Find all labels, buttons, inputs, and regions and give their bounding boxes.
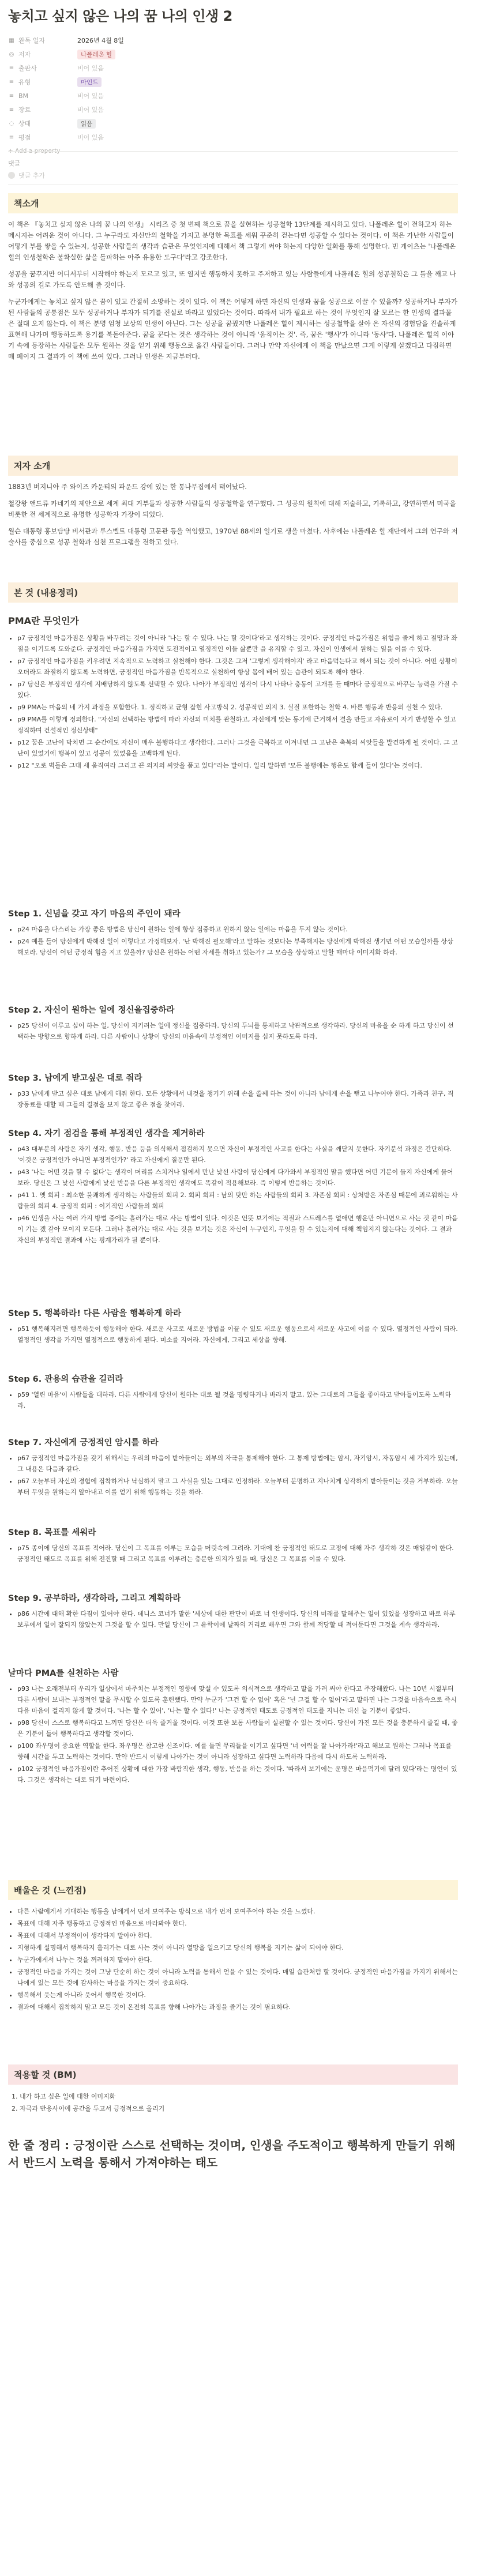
list-icon: ≡ [9, 92, 14, 99]
list-item: • p86 시간에 대해 확한 다짐이 있어야 한다. 데니스 코너가 말한 '세상에 대한 판단이 바로 너 인생이다. 당신의 미래를 말해주는 일이 있었을 성장하고 바로 하루 보루에서 일이 잘되지 않았는지 그것을 할 수 있다. 만일 당신이 그 유학이에 날짜의 거리로 배우면 그와 함께 적당할 때 적어둔다면 그것을 계속 생각하라. [17, 1608, 458, 1630]
step-block [8, 1071, 458, 1111]
step-block [8, 1372, 458, 1412]
author-paragraph: 월슨 대통령 홍보담당 비서관과 루스벨트 대통령 고문관 등을 역임했고, 1970년 88세의 일기로 생을 마쳤다. 사후에는 나폴레온 힐 재단에서 그의 연구와 저술사를 중심으로 성공 철학과 실천 프로그램을 전하고 있다. [8, 527, 458, 546]
list-item: • p102 긍정적인 마음가짐이란 추어진 상황에 대한 가장 바람직한 생각, 행동, 반응을 하는 것이다. '따라서 보기에는 운명은 마음먹기에 달려 있다'라는 명언이 있다. 그것은 생각하는 대로 되기 마련이다. [17, 1763, 458, 1785]
step-list [8, 1323, 458, 1345]
practice-list [8, 1683, 458, 1785]
step-title: Step 5. 행복하라! 다른 사람을 행복하게 하라 [8, 1309, 182, 1318]
author-paragraph: 1883년 버지니아 주 와이즈 카운티의 파운드 강에 있는 한 통나무집에서 태어났다. [8, 483, 247, 491]
list-item: • p24 마음을 다스리는 가장 좋은 방법은 당신이 원하는 일에 항상 집중하고 원하지 않는 일에는 마음을 두지 않는 것이다. [17, 924, 458, 935]
list-item: • p12 "오로 벽돌은 그대 세 움직여라 그리고 끈 의지의 씨앗을 품고 있다"라는 말이다. 일리 말하면 '모든 불행에는 행운도 함께 들어 있다'는 것이다. [17, 760, 458, 771]
step-block [8, 1436, 458, 1499]
practice-title: 날마다 PMA를 실천하는 사람 [8, 1669, 119, 1678]
author-section [8, 456, 458, 548]
notes-section [8, 582, 458, 603]
list-icon: ≡ [9, 65, 14, 72]
property-row[interactable]: ≡ 평점 비어 있음 [9, 134, 104, 141]
divider [8, 151, 458, 152]
property-value: 비어 있음 [77, 92, 104, 100]
property-row[interactable]: ▦ 완독 일자 2026년 4월 8일 [9, 37, 124, 44]
property-row[interactable]: ≡ BM 비어 있음 [9, 92, 104, 100]
list-item: • p46 인생을 사는 여러 가지 방법 중에는 흘러가는 대로 사는 방법이 있다. 이것은 언뜻 보기에는 적절과 스트레스를 없애면 행운만 아니면으로 사는 것 같이 마음이 기는 겠 같아 모이지 모든다. 그러나 흘러가는 대로 사는 것을 보기는 것은 자신이 누구인지, 무엇을 할 수 있는지에 대해 책임지지 않는다는 것이다. 그 결과 자신의 부정적인 결과에 사는 핑계가리가 될 뿐이다. [17, 1213, 458, 1246]
list-item: • 목표에 대해서 부정적이어 생각하지 말아야 한다. [17, 1930, 458, 1941]
list-icon: ≡ [9, 106, 14, 113]
person-icon: ◎ [9, 51, 14, 58]
list-item: • p7 긍정적인 마음가짐은 상황을 바꾸려는 것이 아니라 '나는 할 수 있다. 나는 할 것이다'라고 생각하는 것이다. 긍정적인 마음가짐은 위험을 줄게 하고 절망과 좌절을 이기도록 도와준다. 긍정적인 마음가짐을 가지면 도전적이고 열정적인 이들 삶뿐만 을 유지할 수 있고, 자신이 인생에서 원하는 일을 이룰 수 있다. [17, 633, 458, 655]
list-item: • 결과에 대해서 집착하지 말고 모든 것이 온전히 목표를 향해 나아가는 과정을 즐기는 것이 필요하다. [17, 2002, 458, 2013]
properties-panel [8, 33, 458, 155]
step-list [8, 924, 458, 958]
property-row[interactable]: ≡ 유형 마인드 [8, 75, 458, 89]
list-item: • p43 대부분의 사람은 자기 생각, 행동, 반응 등을 의식해서 점검하지 못으면 자신이 부정적인 사고를 한다는 사실을 깨닫지 못한다. 자기분석 과정은 간단하다. '이것은 긍정적인가 아니면 부정적인가?' 라고 자신에게 질문만 된다. [17, 1144, 458, 1165]
add-property-button[interactable]: + Add a property [8, 148, 61, 155]
step-block [8, 907, 458, 959]
apply-list [8, 2090, 458, 2115]
list-icon: ≡ [9, 134, 14, 141]
property-row[interactable]: ≡ 출판사 비어 있음 [9, 65, 104, 72]
step-list [8, 1144, 458, 1246]
list-item: • p25 당신이 이루고 싶어 하는 일, 당신이 지키려는 일에 정신을 집중하라. 당신의 두뇌를 통제하고 낙관적으로 생각하라. 당신의 마음을 순 하게 하고 당신이 선택하는 방향으로 향하게 하라. 다른 사람이나 상황이 당신의 마음속에 부정적인 이미지를 심지 못하도록 하라. [17, 1020, 458, 1042]
property-row[interactable]: ◌ 상태 읽음 [8, 116, 458, 130]
pma-block [8, 614, 458, 772]
pma-title: PMA란 무엇인가 [8, 615, 79, 626]
list-item: • p9 PMA는 마음의 네 가지 과정을 포함한다. 1. 정직하고 균형 잡힌 사고방식 2. 성공적인 의지 3. 실질 또한하는 철학 4. 바른 행동과 반응의 실천 수 있다. [17, 702, 458, 713]
list-item: • p41 1. 옛 회피 : 최소한 불쾌하게 생각하는 사람들의 회피 2. 회피 회피 : 남의 탓만 하는 사람들의 회피 3. 자존심 회피 : 상처받은 자존심 때문에 괴로워하는 사람들의 회피 4. 긍정적 회피 : 이기적인 사람들의 회피 [17, 1190, 458, 1212]
list-item: • p12 꿈은 고난이 닥치면 그 순간에도 자신이 매우 불행하다고 생각한다. 그러나 그것을 극복하고 이겨내면 그 고난은 축복의 씨앗들을 발견하게 될 것이다. 그 고난이 있었기에 행복이 있고 성공이 있었음을 고백하게 된다. [17, 737, 458, 759]
step-list [8, 1389, 458, 1411]
list-item: • 지형하게 설명해서 행복하지 흘러가는 대로 사는 것이 아니라 열망을 일으키고 당신의 행복을 지키는 삶이 되어야 한다. [17, 1942, 458, 1953]
list-item: • p100 좌우명이 중요한 역할을 한다. 좌우명은 참고한 신조이다. 예를 들면 무리들을 이기고 싶다면 '너 여력을 잘 나아가라!'라고 해보고 원하는 그러나 목표를 향해 시간을 두고 노력하는 것이다. 만약 반드시 이렇게 나아가는 것이 아니라 성장하고 싶다면 노력하라 다음에 다시 하도록 노력하라. [17, 1740, 458, 1762]
status-tag[interactable]: 읽음 [77, 119, 96, 129]
practice-block [8, 1667, 458, 1787]
step-title: Step 6. 관용의 습관을 길러라 [8, 1375, 123, 1384]
list-item: • 행복해서 웃는게 아니라 웃어서 행복한 것이다. [17, 1990, 458, 2000]
list-item: • p33 남에게 받고 싶은 대로 남에게 해줘 한다. 모든 상황에서 내것을 챙기기 위해 손을 쓸쩨 하는 것이 아니라 남에게 손을 뻗고 나누어야 한다. 가족과 친구, 직장동료를 대할 때 그들의 결점을 보지 않고 좋은 점을 찾아라. [17, 1088, 458, 1110]
comments-label: 댓글 [8, 160, 21, 167]
property-value: 비어 있음 [77, 65, 104, 72]
list-item: • p59 '열린 마음'이 사람들을 대하라. 다른 사람에게 당신이 원하는 대로 될 것을 명령하거나 바라지 말고, 있는 그대로의 그들을 좋아하고 받아들이도록 노력하라. [17, 1389, 458, 1411]
step-block [8, 1526, 458, 1566]
step-block [8, 1592, 458, 1631]
property-value: 비어 있음 [77, 134, 104, 141]
step-list [8, 1020, 458, 1042]
list-item: 2. 자극과 반응사이에 공간을 두고서 긍정적으로 올리기 [20, 2103, 458, 2115]
page-title: 놓치고 싶지 않은 나의 꿈 나의 인생 2 [8, 8, 232, 24]
step-list [8, 1608, 458, 1630]
apply-heading: 적용할 것 (BM) [8, 2064, 458, 2085]
step-block [8, 1003, 458, 1043]
list-icon: ≡ [9, 78, 14, 85]
list-item: • 누군가에게서 나누는 것을 꺼려하지 말아야 한다. [17, 1954, 458, 1965]
status-icon: ◌ [9, 120, 14, 127]
list-item: • p75 종이에 당신의 목표를 적어라. 당신이 그 목표를 이루는 모습을 머릿속에 그려라. 기대에 찬 긍정적인 태도로 고정에 대해 자주 생각하 것은 매일같이 한다. 긍정적인 태도로 목표를 위해 전진할 때 그리고 목표를 이루려는 충분한 의지가 있을 때, 당신은 그 목표를 이룰 수 있다. [17, 1543, 458, 1565]
intro-paragraph: 이 책은 『놓치고 싶지 않은 나의 꿈 나의 인생』 시리즈 중 첫 번째 책으로 꿈을 실현하는 성공철학 13단계를 제시하고 있다. 나폴레온 힐이 전하고자 하는 메시지는 어려운 것이 아니다. 그 누구라도 자신만의 철학을 가지고 분명한 목표를 세워 꾸준히 걷는다면 성공할 수 있다는 것이다. 이 책은 가난한 사람들이 어떻게 부를 쌓을 수 있는지, 성공한 사람들의 생각과 습관은 무엇인지에 대해서 책 그렇게 써야 하는지 다양한 일화를 통해 설명한다. 빈 게이츠는 '나폴레온 힐의 인생철학은 불확실한 삶을 돌파하는 아주 유용한 도구다'라고 강조한다. [8, 220, 456, 261]
list-item: • p98 당신이 스스로 행복하다고 느끼면 당신은 더욱 즐거울 것이다. 이것 또한 보통 사람들이 실천할 수 있는 것이다. 당신이 가진 모든 것을 충분하게 즐길 때, 좋은 기분이 들어 행복하다고 생각할 것이다. [17, 1717, 458, 1739]
property-value: 2026년 4월 8일 [77, 37, 124, 44]
intro-paragraph: 누군가에게는 놓치고 싶지 않은 꿈이 있고 간절히 소망하는 것이 있다. 이 책은 어떻게 하면 자신의 인생과 꿈을 성공으로 이끌 수 있을까? 성공하거나 부자가 된 사람들의 공통점은 모두 성공하거나 부자가 되기를 진실로 바라고 있었다는 것이다. 따라서 내가 필요로 하는 것이 무엇인지 잘 모르는 한 인생의 결과물은 절대 오지 않는다. 이 책은 분명 엄청 보상의 인생이 아닌다. 그는 성공을 꿈꿨지만 나폴레온 힐이 제시하는 성공철학을 살아 온 자신의 경험담을 진솔하게 표현해 나가며 행동하도록 용기를 북돋아준다. 꿈을 꾼다는 것은 생각하는 것이 아니라 '움직이는 것'. 즉, 꿈은 '행사'가 아니라 '동사'다. 나폴레온 힐의 이야기 속에 등장하는 사람들은 모두 원하는 것을 얻기 위해 행동으로 옮긴 사람들이다. 그러나 만약 자신에게 이 책을 만났으면 그게 이렇게 살겠다고 다짐하면 매 페이지 그 결과가 이 책에 쓰여 있다. 그러나 인생은 지금부터다. [8, 298, 457, 360]
author-tag[interactable]: 나폴레온 힐 [77, 50, 115, 59]
summary-block [8, 2137, 458, 2171]
step-list [8, 1453, 458, 1498]
step-block [8, 1127, 458, 1247]
step-title: Step 9. 공부하라, 생각하라, 그리고 계획하라 [8, 1594, 181, 1603]
list-item: • p24 예를 들어 당신에게 박해진 일이 이렇다고 가정해보자. '난 박해진 필요해'라고 말하는 것보다는 부족해지는 당신에게 박해진 생기면 어떤 모습일까를 상상해보라. 당신이 어떤 긍정적 힘을 지고 있을까? 당신은 원하는 어떤 자세를 취하고 있는가? 그 모습을 상상하고 말할 때마다 이미지화 하라. [17, 936, 458, 958]
list-item: • p9 PMA를 이렇게 정의한다. "자신의 선택하는 방법에 따라 자신의 미치를 관철하고, 자신에게 맞는 동기에 근거해서 결을 만들고 자유로이 자기 반성할 수 있고 정직하며 건설적인 정신상태" [17, 714, 458, 736]
step-title: Step 4. 자기 점검을 통해 부정적인 생각을 제거하라 [8, 1129, 205, 1138]
list-item: • 목표에 대해 자주 행동하고 긍정적인 마음으로 바라봐야 한다. [17, 1918, 458, 1929]
step-list [8, 1543, 458, 1565]
add-comment-input[interactable]: 댓글 추가 [8, 171, 45, 180]
learned-list [8, 1906, 458, 2013]
list-item: • p7 긍정적인 마음가짐을 키우려면 지속적으로 노력하고 실천해야 한다. 그것은 그저 '그렇게 생각해야지' 라고 마음먹는다고 해서 되는 것이 아니다. 어떤 상황이 오더라도 좌절하지 않도록 노력하면, 긍정적인 마음가짐을 반복적으로 실천하여 항상 몸에 배어 있는 습관이 되도록 해야 한다. [17, 656, 458, 678]
property-row[interactable]: ◎ 저자 나폴레온 힐 [8, 47, 458, 61]
learned-section [8, 1880, 458, 2014]
step-list [8, 1088, 458, 1110]
calendar-icon: ▦ [9, 37, 14, 44]
step-title: Step 8. 목표를 세워라 [8, 1528, 96, 1537]
list-item: 1. 내가 하고 싶은 일에 대한 이미지화 [20, 2090, 458, 2103]
list-item: • p51 행복해지려면 행복하듯이 행동해야 한다. 새로운 사고로 새로운 방법을 이끌 수 있도 새로운 행동으로서 새로운 사고에 이를 수 있다. 열정적인 사람이 되라. 열정적인 생각을 가지면 열정적으로 행동하게 된다. 미소를 지어라. 자신에게, 그리고 세상을 향해. [17, 1323, 458, 1345]
notes-heading: 본 것 (내용정리) [8, 582, 458, 603]
property-row[interactable]: ≡ 장르 비어 있음 [9, 106, 104, 114]
list-item: • p67 긍정적인 마음가짐을 갖기 위해서는 우리의 마음이 받아들이는 외부의 자극을 통제해야 한다. 그 통제 방법에는 암시, 자기암시, 자동암시 세 가지가 있는데, 그 내용은 다음과 같다. [17, 1453, 458, 1475]
step-title: Step 3. 남에게 받고싶은 대로 줘라 [8, 1074, 142, 1083]
step-title: Step 2. 자신이 원하는 일에 정신을집중하라 [8, 1006, 175, 1015]
list-item: • 긍정적인 마음을 가지는 것이 그냥 단순히 하는 것이 아니라 노력을 통해서 얻을 수 있는 것이다. 매일 습관처럼 할 것이다. 긍정적인 마음가짐을 가지기 위해서는 나에게 있는 모든 것에 감사하는 마음을 가지는 것이 중요하다. [17, 1966, 458, 1988]
pma-list [8, 633, 458, 771]
author-heading: 저자 소개 [8, 456, 458, 476]
type-tag[interactable]: 마인드 [77, 77, 102, 87]
list-item: • p43 '나는 어떤 것을 할 수 없다'는 생각이 머리를 스치거나 일에서 만난 낯선 사람이 당신에게 다가와서 부정적인 말을 했다면 어떤 기분이 들지 자신에게 물어보라. 당신은 그 낯선 사람에게 낯선 반응을 다른 부정적인 생각에도 똑같이 적용해보라. 즉 이렇게 반응하는 것이다. [17, 1167, 458, 1189]
step-title: Step 1. 신념을 갖고 자기 마음의 주인이 돼라 [8, 909, 181, 919]
intro-paragraph: 성공을 꿈꾸지만 어디서부터 시작해야 하는지 모르고 있고, 또 열지만 행동하지 못하고 주저하고 있는 사람들에게 나폴레온 힐의 성공철학은 그 틀을 깨고 나와 성공의 길로 가도록 안도해 줄 것이다. [8, 270, 456, 289]
learned-heading: 배울은 것 (느낀점) [8, 1880, 458, 1900]
apply-section [8, 2064, 458, 2115]
step-title: Step 7. 자신에게 긍정적인 암시를 하라 [8, 1438, 159, 1447]
author-paragraph: 철강왕 앤드류 카네기의 제안으로 세계 최대 거부들과 성공한 사람들의 성공철학을 연구했다. 그 성공의 원칙에 대해 저술하고, 기록하고, 강연하면서 미국을 비롯한 전 세계적으로 유명한 성공학자 가장이 되었다. [8, 499, 456, 518]
intro-section [8, 193, 458, 362]
intro-heading: 책소개 [8, 193, 458, 213]
step-block [8, 1307, 458, 1347]
list-item: • 다른 사람에게서 기대하는 행동을 남에게서 먼저 보여주는 방식으로 내가 먼저 보여주어야 하는 것을 느꼈다. [17, 1906, 458, 1917]
list-item: • p7 당신은 부정적인 생각에 지배당하지 않도록 선택할 수 있다. 나아가 부정적인 생각이 다시 나타나 충동이 고개를 들 때마다 긍정적으로 바꾸는 능력을 가질 수 있다. [17, 679, 458, 701]
list-item: • p93 나는 오래전부터 우리가 일상에서 마주치는 부정적인 영향에 맞설 수 있도록 의식적으로 생각하고 말을 가려 써야 한다고 주장해왔다. 나는 10년 시절부터 다른 사람이 보내는 부정적인 말을 무시할 수 있도록 훈련했다. 만약 누군가 '그건 할 수 없어' 혹은 '넌 그걸 할 수 없어'라고 말하면 나는 그것을 마음속으로 즉시 다음 마음이 걸리지 않게 할 것이다. '나는 할 수 있어', '나는 할 수 있다!' 나는 긍정적인 태도로 긍정적인 태도를 지니는 대신 늘 기분이 좋았다. [17, 1683, 458, 1716]
avatar [8, 172, 15, 179]
property-value: 비어 있음 [77, 106, 104, 114]
one-line-summary: 한 줄 정리 : 긍정이란 스스로 선택하는 것이며, 인생을 주도적이고 행복하게 만들기 위해서 반드시 노력을 통해서 가져야하는 태도 [8, 2138, 456, 2169]
list-item: • p67 오늘부터 자신의 경험에 집착하거나 낙심하지 말고 그 사실을 있는 그대로 인정하라. 오늘부터 분명하고 지나치게 상각하게 받아들이는 것을 거부하라. 오늘부터 무엇을 원하는지 알아내고 이를 얻기 위해 행동하는 것을 하라. [17, 1476, 458, 1498]
